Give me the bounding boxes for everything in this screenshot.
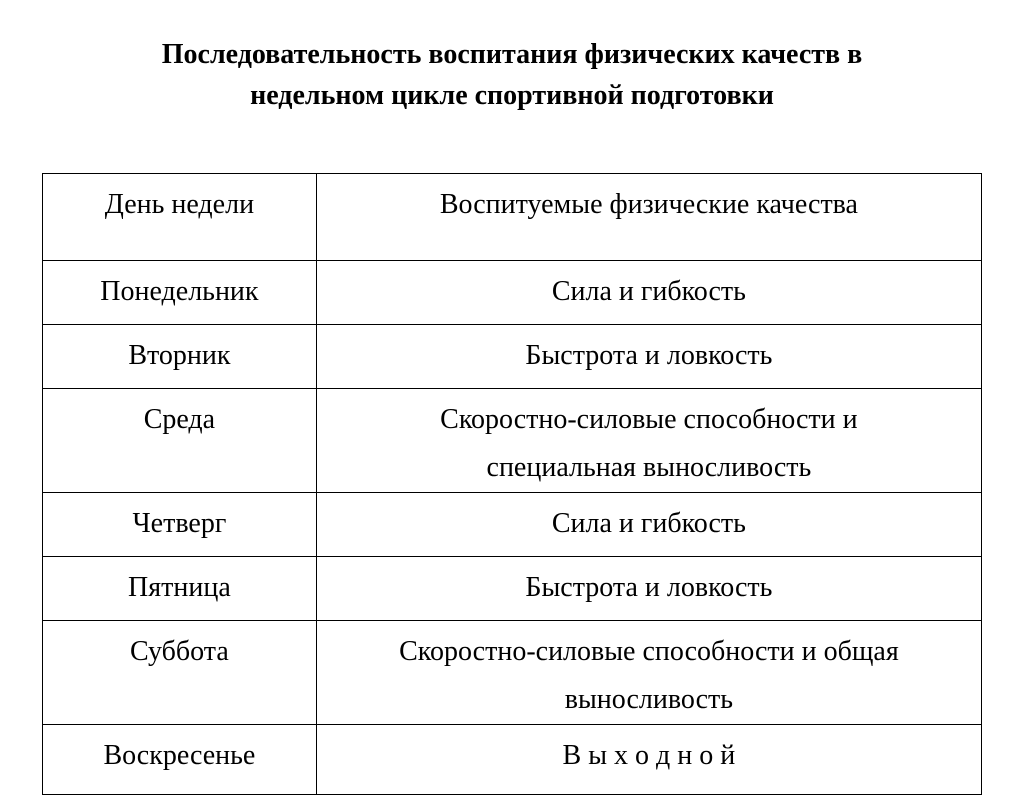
- day-cell: Среда: [43, 389, 317, 493]
- qualities-cell: В ы х о д н о й: [316, 725, 981, 795]
- table-row: [43, 325, 982, 389]
- qualities-cell: Сила и гибкость: [316, 261, 981, 325]
- weekly-schedule-table: [42, 173, 982, 795]
- table-row: [43, 725, 982, 795]
- table-row: [43, 557, 982, 621]
- qualities-line: Скоростно-силовые способности и: [440, 404, 858, 435]
- title-line-1: Последовательность воспитания физических качеств в: [161, 39, 863, 70]
- title-line-2: недельном цикле спортивной подготовки: [250, 80, 774, 111]
- day-cell: Пятница: [43, 557, 317, 621]
- day-cell: Суббота: [43, 621, 317, 725]
- qualities-cell: [316, 389, 981, 493]
- header-qualities-cell: Воспитуемые физические качества: [316, 174, 981, 261]
- table-row: [43, 493, 982, 557]
- header-day-cell: День недели: [43, 174, 317, 261]
- page-title: [0, 34, 1024, 116]
- table-row: [43, 621, 982, 725]
- day-cell: Четверг: [43, 493, 317, 557]
- qualities-cell: Сила и гибкость: [316, 493, 981, 557]
- qualities-line: специальная выносливость: [486, 452, 812, 483]
- day-cell: Вторник: [43, 325, 317, 389]
- qualities-cell: Быстрота и ловкость: [316, 325, 981, 389]
- day-cell: Воскресенье: [43, 725, 317, 795]
- qualities-line: выносливость: [564, 684, 734, 715]
- table-row: [43, 261, 982, 325]
- day-cell: Понедельник: [43, 261, 317, 325]
- table-row: [43, 389, 982, 493]
- qualities-line: Скоростно-силовые способности и общая: [399, 636, 899, 667]
- table-header-row: [43, 174, 982, 261]
- qualities-cell: [316, 621, 981, 725]
- qualities-cell: Быстрота и ловкость: [316, 557, 981, 621]
